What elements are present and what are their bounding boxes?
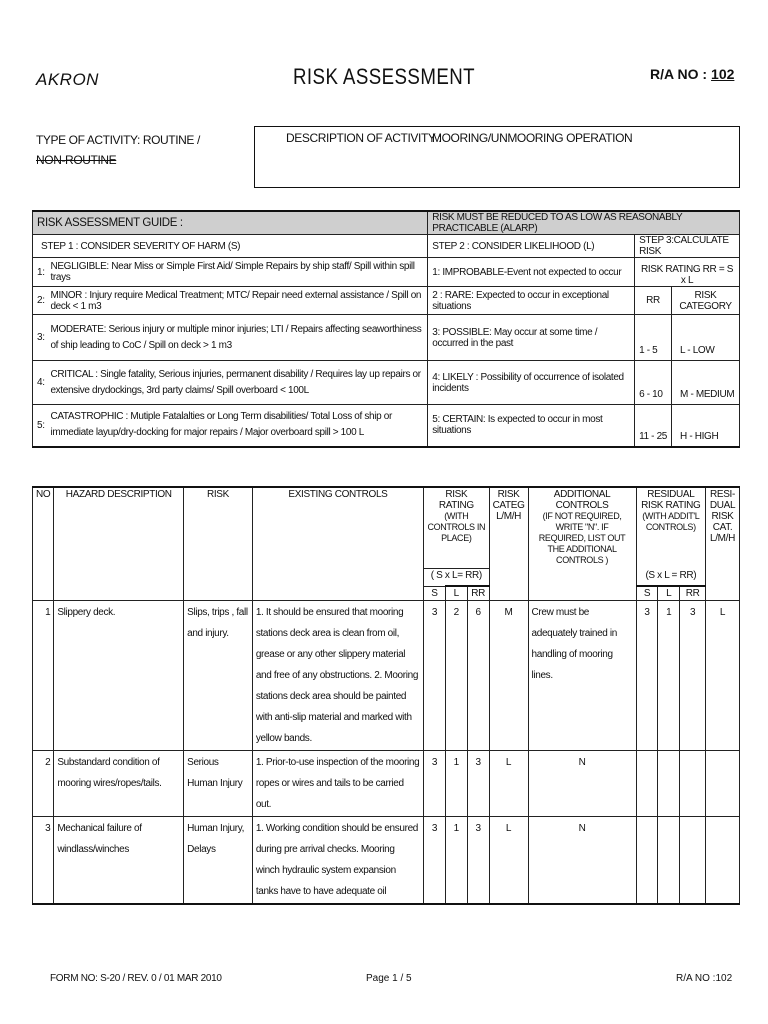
- col-rr: RR: [467, 586, 489, 601]
- residual-likelihood: [658, 817, 680, 905]
- additional-controls: N: [528, 817, 636, 905]
- guide-title: RISK ASSESSMENT GUIDE :: [33, 211, 428, 235]
- col-residual-l: L: [658, 586, 680, 601]
- hazard-description: Mechanical failure of windlass/winches: [54, 817, 184, 905]
- likelihood-text: 3: POSSIBLE: May occur at some time / occurred in the past: [428, 315, 635, 361]
- step1-header: STEP 1 : CONSIDER SEVERITY OF HARM (S): [33, 235, 428, 258]
- additional-sub: (IF NOT REQUIRED, WRITE "N". IF REQUIRED, LIST OUT THE ADDITIONAL CONTROLS ): [538, 511, 626, 565]
- rr-range: 1 - 5: [635, 315, 672, 361]
- row-no: 1: [33, 601, 54, 751]
- risk-category: L: [489, 751, 528, 817]
- severity-num: 2:: [33, 287, 47, 315]
- alarp-note: RISK MUST BE REDUCED TO AS LOW AS REASONABLY PRACTICABLE (ALARP): [428, 211, 740, 235]
- severity: 3: [424, 751, 446, 817]
- ra-number: 102: [711, 66, 735, 82]
- residual-severity: [636, 817, 658, 905]
- severity-text: MODERATE: Serious injury or multiple minor injuries; LTI / Repairs affecting seaworthiness of ship leading to CoC / Spill on deck > 1 m3: [46, 315, 427, 361]
- risk-description: Human Injury, Delays: [184, 817, 253, 905]
- additional-controls: N: [528, 751, 636, 817]
- severity-text: CRITICAL : Single fatality, Serious injuries, permanent disability / Requires lay up repairs or extensive drydockings, 3rd party claims/ Spill overboard < 100L: [46, 361, 427, 405]
- col-residual-rating: [636, 487, 705, 569]
- severity-text: CATASTROPHIC : Mutiple Fatalalties or Long Term disabilities/ Total Loss of ship or immediate layup/dry-docking for major repairs / Major overboard spill > 100 L: [46, 405, 427, 447]
- residual-risk-rating: [680, 817, 706, 905]
- col-s: S: [424, 586, 446, 601]
- additional-title: ADDITIONAL CONTROLS: [553, 489, 611, 511]
- footer-ra-number: R/A NO :102: [676, 973, 733, 984]
- residual-severity: 3: [636, 601, 658, 751]
- col-residual-cat: RESI-DUAL RISK CAT. L/M/H: [706, 487, 740, 601]
- risk-description: Slips, trips , fall and injury.: [184, 601, 253, 751]
- existing-controls: 1. It should be ensured that mooring stations deck area is clean from oil, grease or any other slippery material and free of any obstructions. 2. Mooring stations deck area should be painted with anti-slip material and marked with yellow bands.: [252, 601, 423, 751]
- risk-assessment-table: [32, 486, 740, 905]
- risk-category: M: [489, 601, 528, 751]
- risk-rating: 6: [467, 601, 489, 751]
- risk-rating: 3: [467, 817, 489, 905]
- col-residual-s: S: [636, 586, 658, 601]
- existing-controls: 1. Prior-to-use inspection of the mooring ropes or wires and tails to be carried out.: [252, 751, 423, 817]
- residual-risk-rating: 3: [680, 601, 706, 751]
- table-row: [33, 601, 740, 751]
- col-additional-controls: [528, 487, 636, 601]
- hazard-description: Slippery deck.: [54, 601, 184, 751]
- col-existing-controls: EXISTING CONTROLS: [252, 487, 423, 601]
- rr-header: RR: [635, 287, 672, 315]
- company-name: AKRON: [36, 70, 99, 89]
- residual-likelihood: 1: [658, 601, 680, 751]
- residual-risk-category: [706, 817, 740, 905]
- table-row: [33, 817, 740, 905]
- severity-text: NEGLIGIBLE: Near Miss or Simple First Aid/ Simple Repairs by ship staff/ Spill within spill trays: [46, 258, 427, 287]
- risk-category: M - MEDIUM: [672, 361, 740, 405]
- risk-assessment-guide: [32, 210, 740, 448]
- residual-sub: (WITH ADDIT'L CONTROLS): [642, 511, 700, 532]
- severity-num: 1:: [33, 258, 47, 287]
- footer-form-number: FORM NO: S-20 / REV. 0 / 01 MAR 2010: [50, 973, 222, 984]
- table-row: [33, 751, 740, 817]
- step2-header: STEP 2 : CONSIDER LIKELIHOOD (L): [428, 235, 635, 258]
- likelihood: 2: [445, 601, 467, 751]
- type-label: TYPE OF ACTIVITY: ROUTINE /: [36, 133, 200, 147]
- severity-num: 4:: [33, 361, 47, 405]
- severity: 3: [424, 601, 446, 751]
- step3-header: STEP 3:CALCULATE RISK: [635, 235, 740, 258]
- col-no: NO: [33, 487, 54, 601]
- likelihood-text: 5: CERTAIN: Is expected to occur in most situations: [428, 405, 635, 447]
- residual-severity: [636, 751, 658, 817]
- description-value: MOORING/UNMOORING OPERATION: [432, 131, 633, 145]
- type-of-activity: [36, 130, 206, 170]
- hazard-description: Substandard condition of mooring wires/ropes/tails.: [54, 751, 184, 817]
- severity-text: MINOR : Injury require Medical Treatment; MTC/ Repair need external assistance / Spill on deck < 1 m3: [46, 287, 427, 315]
- risk-rating-sub: (WITH CONTROLS IN PLACE): [427, 511, 486, 543]
- row-no: 3: [33, 817, 54, 905]
- footer-page-number: Page 1 / 5: [366, 973, 412, 984]
- document-title: RISK ASSESSMENT: [292, 64, 476, 89]
- residual-risk-rating: [680, 751, 706, 817]
- residual-risk-category: [706, 751, 740, 817]
- col-hazard: HAZARD DESCRIPTION: [54, 487, 184, 601]
- description-label: DESCRIPTION OF ACTIVITY :: [286, 131, 442, 145]
- risk-formula: RISK RATING RR = S x L: [635, 258, 740, 287]
- likelihood: 1: [445, 751, 467, 817]
- severity-num: 5:: [33, 405, 47, 447]
- rating-formula: ( S x L= RR): [424, 569, 490, 587]
- risk-description: Serious Human Injury: [184, 751, 253, 817]
- residual-likelihood: [658, 751, 680, 817]
- residual-risk-category: L: [706, 601, 740, 751]
- rr-range: 11 - 25: [635, 405, 672, 447]
- col-risk-categ: RISK CATEG L/M/H: [489, 487, 528, 601]
- col-risk-rating: [424, 487, 490, 569]
- type-strike: NON-ROUTINE: [36, 153, 117, 167]
- existing-controls: 1. Working condition should be ensured during pre arrival checks. Mooring winch hydraulic system expansion tanks have to have adequate oil: [252, 817, 423, 905]
- category-header: RISK CATEGORY: [672, 287, 740, 315]
- likelihood-text: 1: IMPROBABLE-Event not expected to occur: [428, 258, 635, 287]
- col-risk: RISK: [184, 487, 253, 601]
- col-residual-rr: RR: [680, 586, 706, 601]
- rr-range: 6 - 10: [635, 361, 672, 405]
- additional-controls: Crew must be adequately trained in handling of mooring lines.: [528, 601, 636, 751]
- risk-category: L: [489, 817, 528, 905]
- col-l: L: [445, 586, 467, 601]
- risk-category: L - LOW: [672, 315, 740, 361]
- residual-formula: (S x L = RR): [636, 569, 705, 587]
- likelihood-text: 2 : RARE: Expected to occur in exceptional situations: [428, 287, 635, 315]
- risk-category: H - HIGH: [672, 405, 740, 447]
- ra-number-header: [650, 66, 734, 82]
- risk-rating-title: RISK RATING: [438, 489, 474, 511]
- risk-rating: 3: [467, 751, 489, 817]
- severity-num: 3:: [33, 315, 47, 361]
- ra-label: R/A NO :: [650, 66, 708, 82]
- likelihood-text: 4: LIKELY : Possibility of occurrence of isolated incidents: [428, 361, 635, 405]
- severity: 3: [424, 817, 446, 905]
- likelihood: 1: [445, 817, 467, 905]
- residual-title: RESIDUAL RISK RATING: [641, 489, 701, 511]
- row-no: 2: [33, 751, 54, 817]
